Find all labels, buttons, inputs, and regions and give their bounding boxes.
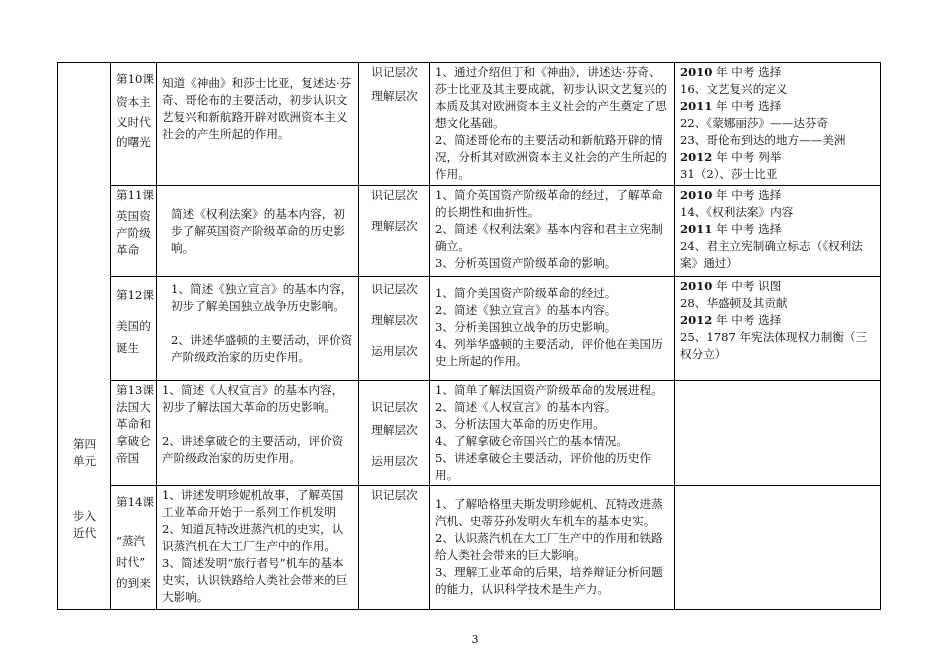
- exam-year-line: 2011 年 中考 选择: [680, 222, 782, 236]
- exam-question: 23、哥伦布到达的地方——美洲: [680, 133, 846, 147]
- unit-title-line2: 单元: [72, 454, 97, 468]
- objectives-cell: [430, 381, 675, 486]
- objective-item: 4、了解拿破仑帝国兴亡的基本情况。: [435, 434, 628, 448]
- exam-cell: [675, 381, 881, 486]
- lesson-label: 第11课: [116, 188, 154, 202]
- lesson-title-line: 拿破仑: [116, 434, 151, 448]
- level-text: 运用层次: [371, 454, 418, 468]
- level-cell: [359, 186, 430, 277]
- lesson-title-line: 法国大: [116, 400, 151, 414]
- standard-text: 简述《权利法案》的基本内容，初步了解英国资产阶级革命的历史影响。: [171, 207, 345, 255]
- lesson-title-line: 产阶级: [116, 226, 151, 240]
- lesson-title-line: 的到来: [116, 576, 151, 590]
- table-row: [58, 63, 881, 186]
- exam-year-line: 2010 年 中考 选择: [680, 188, 782, 202]
- standard-item: 3、简述发明“旅行者号”机车的基本史实，认识铁路给人类社会带来的巨大影响。: [162, 556, 348, 604]
- lesson-cell: [111, 486, 157, 610]
- lesson-cell: [111, 186, 157, 277]
- exam-question: 24、君主立宪制确立标志（《权利法案》通过）: [680, 239, 863, 270]
- level-cell: [359, 381, 430, 486]
- level-cell: [359, 486, 430, 610]
- exam-question: 16、文艺复兴的定义: [680, 82, 788, 96]
- lesson-label: 第10课: [116, 72, 154, 86]
- unit-name-line1: 步入: [72, 509, 97, 523]
- objective-item: 3、分析英国资产阶级革命的影响。: [435, 256, 617, 270]
- objective-item: 2、简述哥伦布的主要活动和新航路开辟的情况，分析其对欧洲资本主义社会的产生所起的作用。: [435, 133, 667, 181]
- objectives-cell: [430, 277, 675, 381]
- exam-year-line: 2012 年 中考 选择: [680, 313, 782, 327]
- level-text: 识记层次: [371, 282, 418, 296]
- objective-item: 4、列举华盛顿的主要活动，评价他在美国历史上所起的作用。: [435, 337, 663, 368]
- lesson-title-line: 的曙光: [116, 135, 151, 149]
- lesson-title-line: 资本主: [116, 95, 151, 109]
- standard-item: 2、讲述华盛顿的主要活动，评价资产阶级政治家的历史作用。: [171, 333, 353, 364]
- level-cell: [359, 277, 430, 381]
- lesson-title-line: 时代”: [116, 555, 146, 569]
- level-text: 运用层次: [371, 344, 418, 358]
- standard-cell: [157, 277, 359, 381]
- lesson-title-line: 革命和: [116, 417, 151, 431]
- exam-question: 31（2）、莎士比亚: [680, 167, 778, 181]
- objective-item: 3、理解工业革命的后果，培养辩证分析问题的能力，认识科学技术是生产力。: [435, 565, 663, 596]
- objective-item: 5、讲述拿破仑主要活动，评价他的历史作用。: [435, 451, 652, 482]
- exam-cell: [675, 277, 881, 381]
- lesson-title-line: 诞生: [116, 341, 140, 355]
- objective-item: 1、了解哈格里夫斯发明珍妮机、瓦特改进蒸汽机、史蒂芬孙发明火车机车的基本史实。: [435, 497, 663, 528]
- table-row: [58, 486, 881, 610]
- level-text: 理解层次: [371, 313, 418, 327]
- exam-cell: [675, 63, 881, 186]
- lesson-title-line: “蒸汽: [116, 534, 146, 548]
- objective-item: 1、通过介绍但丁和《神曲》，讲述达·芬奇、莎士比亚及其主要成就，初步认识文艺复兴的本质及其对欧洲资本主义社会的产生奠定了思想文化基础。: [435, 65, 667, 130]
- standard-cell: [157, 186, 359, 277]
- objective-item: 2、简述《权利法案》基本内容和君主立宪制确立。: [435, 222, 663, 253]
- table-row: [58, 381, 881, 486]
- level-text: 理解层次: [371, 219, 418, 233]
- exam-question: 22、《蒙娜丽莎》——达芬奇: [680, 116, 829, 130]
- table-row: [58, 186, 881, 277]
- exam-question: 28、华盛顿及其贡献: [680, 296, 788, 310]
- objective-item: 2、认识蒸汽机在大工厂生产中的作用和铁路给人类社会带来的巨大影响。: [435, 531, 663, 562]
- level-text: 识记层次: [371, 188, 418, 202]
- lesson-label: 第12课: [116, 288, 154, 302]
- level-cell: [359, 63, 430, 186]
- exam-year-line: 2011 年 中考 选择: [680, 99, 782, 113]
- standard-item: 2、讲述拿破仑的主要活动，评价资产阶级政治家的历史作用。: [162, 434, 344, 465]
- objective-item: 1、简介英国资产阶级革命的经过，了解革命的长期性和曲折性。: [435, 188, 663, 219]
- exam-cell: [675, 486, 881, 610]
- lesson-label: 第13课: [116, 383, 154, 397]
- objective-item: 2、简述《独立宣言》的基本内容。: [435, 303, 617, 317]
- unit-title-line1: 第四: [72, 437, 97, 451]
- lesson-title-line: 义时代: [116, 115, 151, 129]
- standard-cell: [157, 381, 359, 486]
- standard-cell: [157, 63, 359, 186]
- exam-question: 14、《权利法案》内容: [680, 205, 794, 219]
- objective-item: 2、简述《人权宣言》的基本内容。: [435, 400, 617, 414]
- objective-item: 1、简介美国资产阶级革命的经过。: [435, 286, 617, 300]
- lesson-label: 第14课: [116, 495, 154, 509]
- standard-cell: [157, 486, 359, 610]
- objective-item: 1、简单了解法国资产阶级革命的发展进程。: [435, 383, 663, 397]
- lesson-title-line: 英国资: [116, 209, 151, 223]
- standard-item: 1、简述《独立宣言》的基本内容，初步了解美国独立战争历史影响。: [171, 282, 353, 313]
- exam-cell: [675, 186, 881, 277]
- curriculum-table: [57, 62, 881, 610]
- lesson-cell: [111, 277, 157, 381]
- unit-name-line2: 近代: [72, 526, 97, 540]
- lesson-title-line: 革命: [116, 243, 140, 257]
- level-text: 识记层次: [371, 488, 418, 502]
- standard-item: 1、讲述发明珍妮机故事，了解英国工业革命开始于一系列工作机发明: [162, 488, 344, 519]
- standard-text: 知道《神曲》和莎士比亚，复述达·芬奇、哥伦布的主要活动，初步认识文艺复兴和新航路开辟对欧洲资本主义社会的产生所起的作用。: [162, 76, 352, 141]
- objective-item: 3、分析法国大革命的历史作用。: [435, 417, 605, 431]
- lesson-title-line: 帝国: [116, 451, 140, 465]
- exam-year-line: 2010 年 中考 选择: [680, 65, 782, 79]
- objective-item: 3、分析美国独立战争的历史影响。: [435, 320, 617, 334]
- exam-question: 25、1787 年宪法体现权力制衡（三权分立）: [680, 330, 868, 361]
- lesson-cell: [111, 381, 157, 486]
- standard-item: 1、简述《人权宣言》的基本内容，初步了解法国大革命的历史影响。: [162, 383, 344, 414]
- objectives-cell: [430, 63, 675, 186]
- exam-year-line: 2012 年 中考 列举: [680, 150, 782, 164]
- exam-year-line: 2010 年 中考 识图: [680, 279, 782, 293]
- table-row: [58, 277, 881, 381]
- lesson-cell: [111, 63, 157, 186]
- level-text: 识记层次: [371, 400, 418, 414]
- level-text: 理解层次: [371, 89, 418, 103]
- page-number: 3: [471, 633, 479, 646]
- level-text: 理解层次: [371, 423, 418, 437]
- level-text: 识记层次: [371, 65, 418, 79]
- standard-item: 2、知道瓦特改进蒸汽机的史实，认识蒸汽机在大工厂生产中的作用。: [162, 522, 344, 553]
- lesson-title-line: 美国的: [116, 319, 151, 333]
- objectives-cell: [430, 486, 675, 610]
- unit-cell: [58, 63, 111, 610]
- objectives-cell: [430, 186, 675, 277]
